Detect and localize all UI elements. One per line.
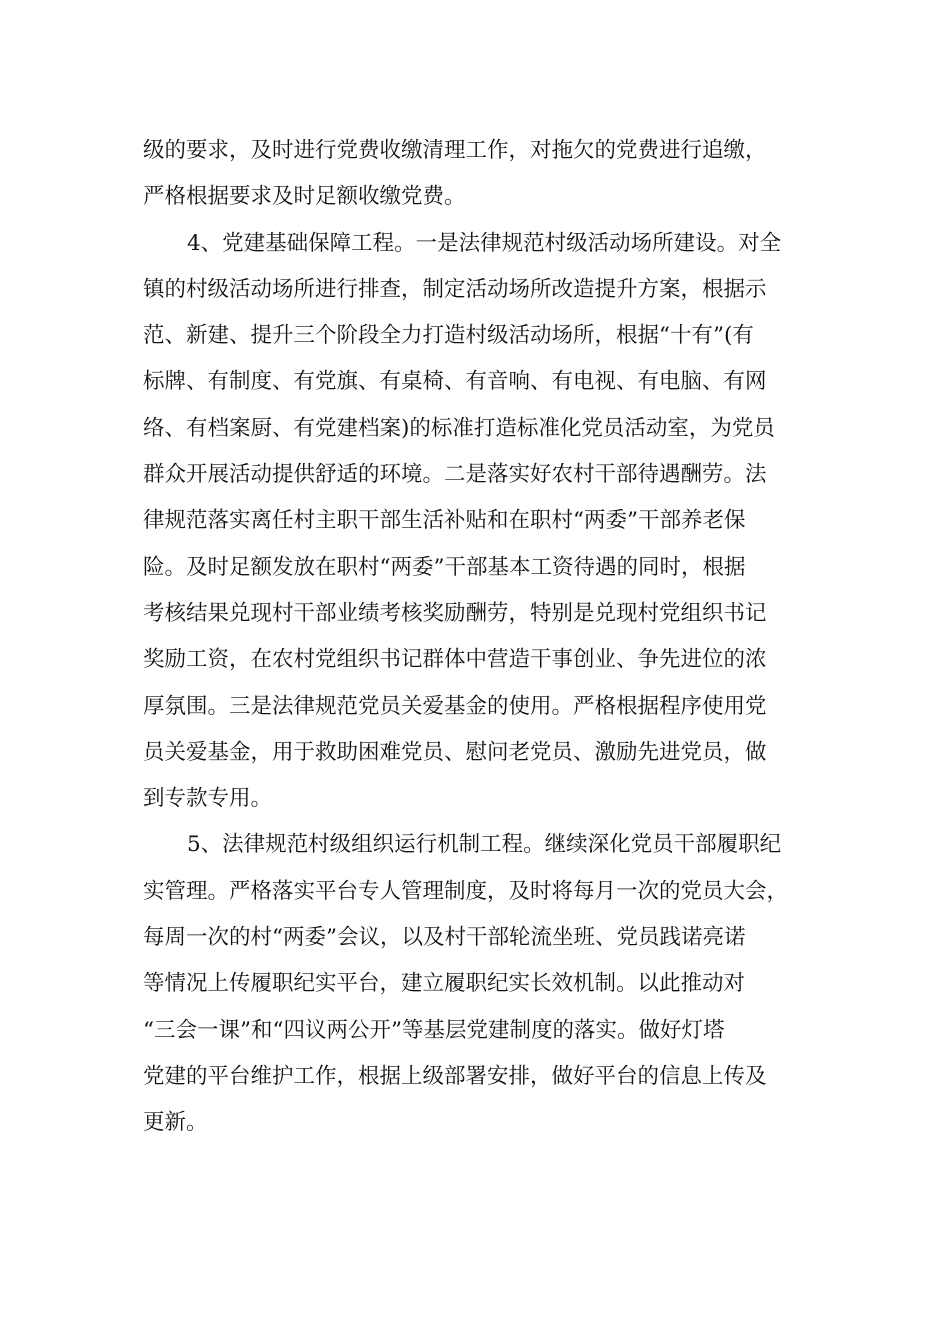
text-line-2: 严格根据要求及时足额收缴党费。 [143,184,466,210]
text-line-5: 范、新建、提升三个阶段全力打造村级活动场所，根据“十有”(有 [143,323,754,349]
paragraph-5-start: 5、法律规范村级组织运行机制工程。继续深化党员干部履职纪 [187,832,782,858]
text-line-6: 标牌、有制度、有党旗、有桌椅、有音响、有电视、有电脑、有网 [143,369,767,395]
text-line-18: 每周一次的村“两委”会议，以及村干部轮流坐班、党员践诺亮诺 [143,925,746,951]
text-line-12: 奖励工资，在农村党组织书记群体中营造干事创业、争先进位的浓 [143,647,767,673]
text-line-13: 厚氛围。三是法律规范党员关爱基金的使用。严格根据程序使用党 [143,693,767,719]
paragraph-4-start: 4、党建基础保障工程。一是法律规范村级活动场所建设。对全 [187,230,782,256]
text-line-11: 考核结果兑现村干部业绩考核奖励酬劳，特别是兑现村党组织书记 [143,600,767,626]
text-line-14: 员关爱基金，用于救助困难党员、慰问老党员、激励先进党员，做 [143,739,767,765]
text-line-15: 到专款专用。 [143,786,273,812]
text-line-20: “三会一课”和“四议两公开”等基层党建制度的落实。做好灯塔 [143,1017,725,1043]
document-body [143,128,813,1147]
text-line-10: 险。及时足额发放在职村“两委”干部基本工资待遇的同时，根据 [143,554,746,580]
text-line-21: 党建的平台维护工作，根据上级部署安排，做好平台的信息上传及 [143,1063,767,1089]
text-line-1: 级的要求，及时进行党费收缴清理工作，对拖欠的党费进行追缴， [143,138,767,163]
text-line-7: 络、有档案厨、有党建档案)的标准打造标准化党员活动室，为党员 [143,415,775,441]
text-line-4: 镇的村级活动场所进行排查，制定活动场所改造提升方案，根据示 [143,276,767,302]
text-line-19: 等情况上传履职纪实平台，建立履职纪实长效机制。以此推动对 [143,971,746,997]
text-line-17: 实管理。严格落实平台专人管理制度，及时将每月一次的党员大会， [143,878,789,904]
text-line-9: 律规范落实离任村主职干部生活补贴和在职村“两委”干部养老保 [143,508,746,534]
text-line-22: 更新。 [143,1110,208,1136]
text-line-8: 群众开展活动提供舒适的环境。二是落实好农村干部待遇酬劳。法 [143,462,767,488]
